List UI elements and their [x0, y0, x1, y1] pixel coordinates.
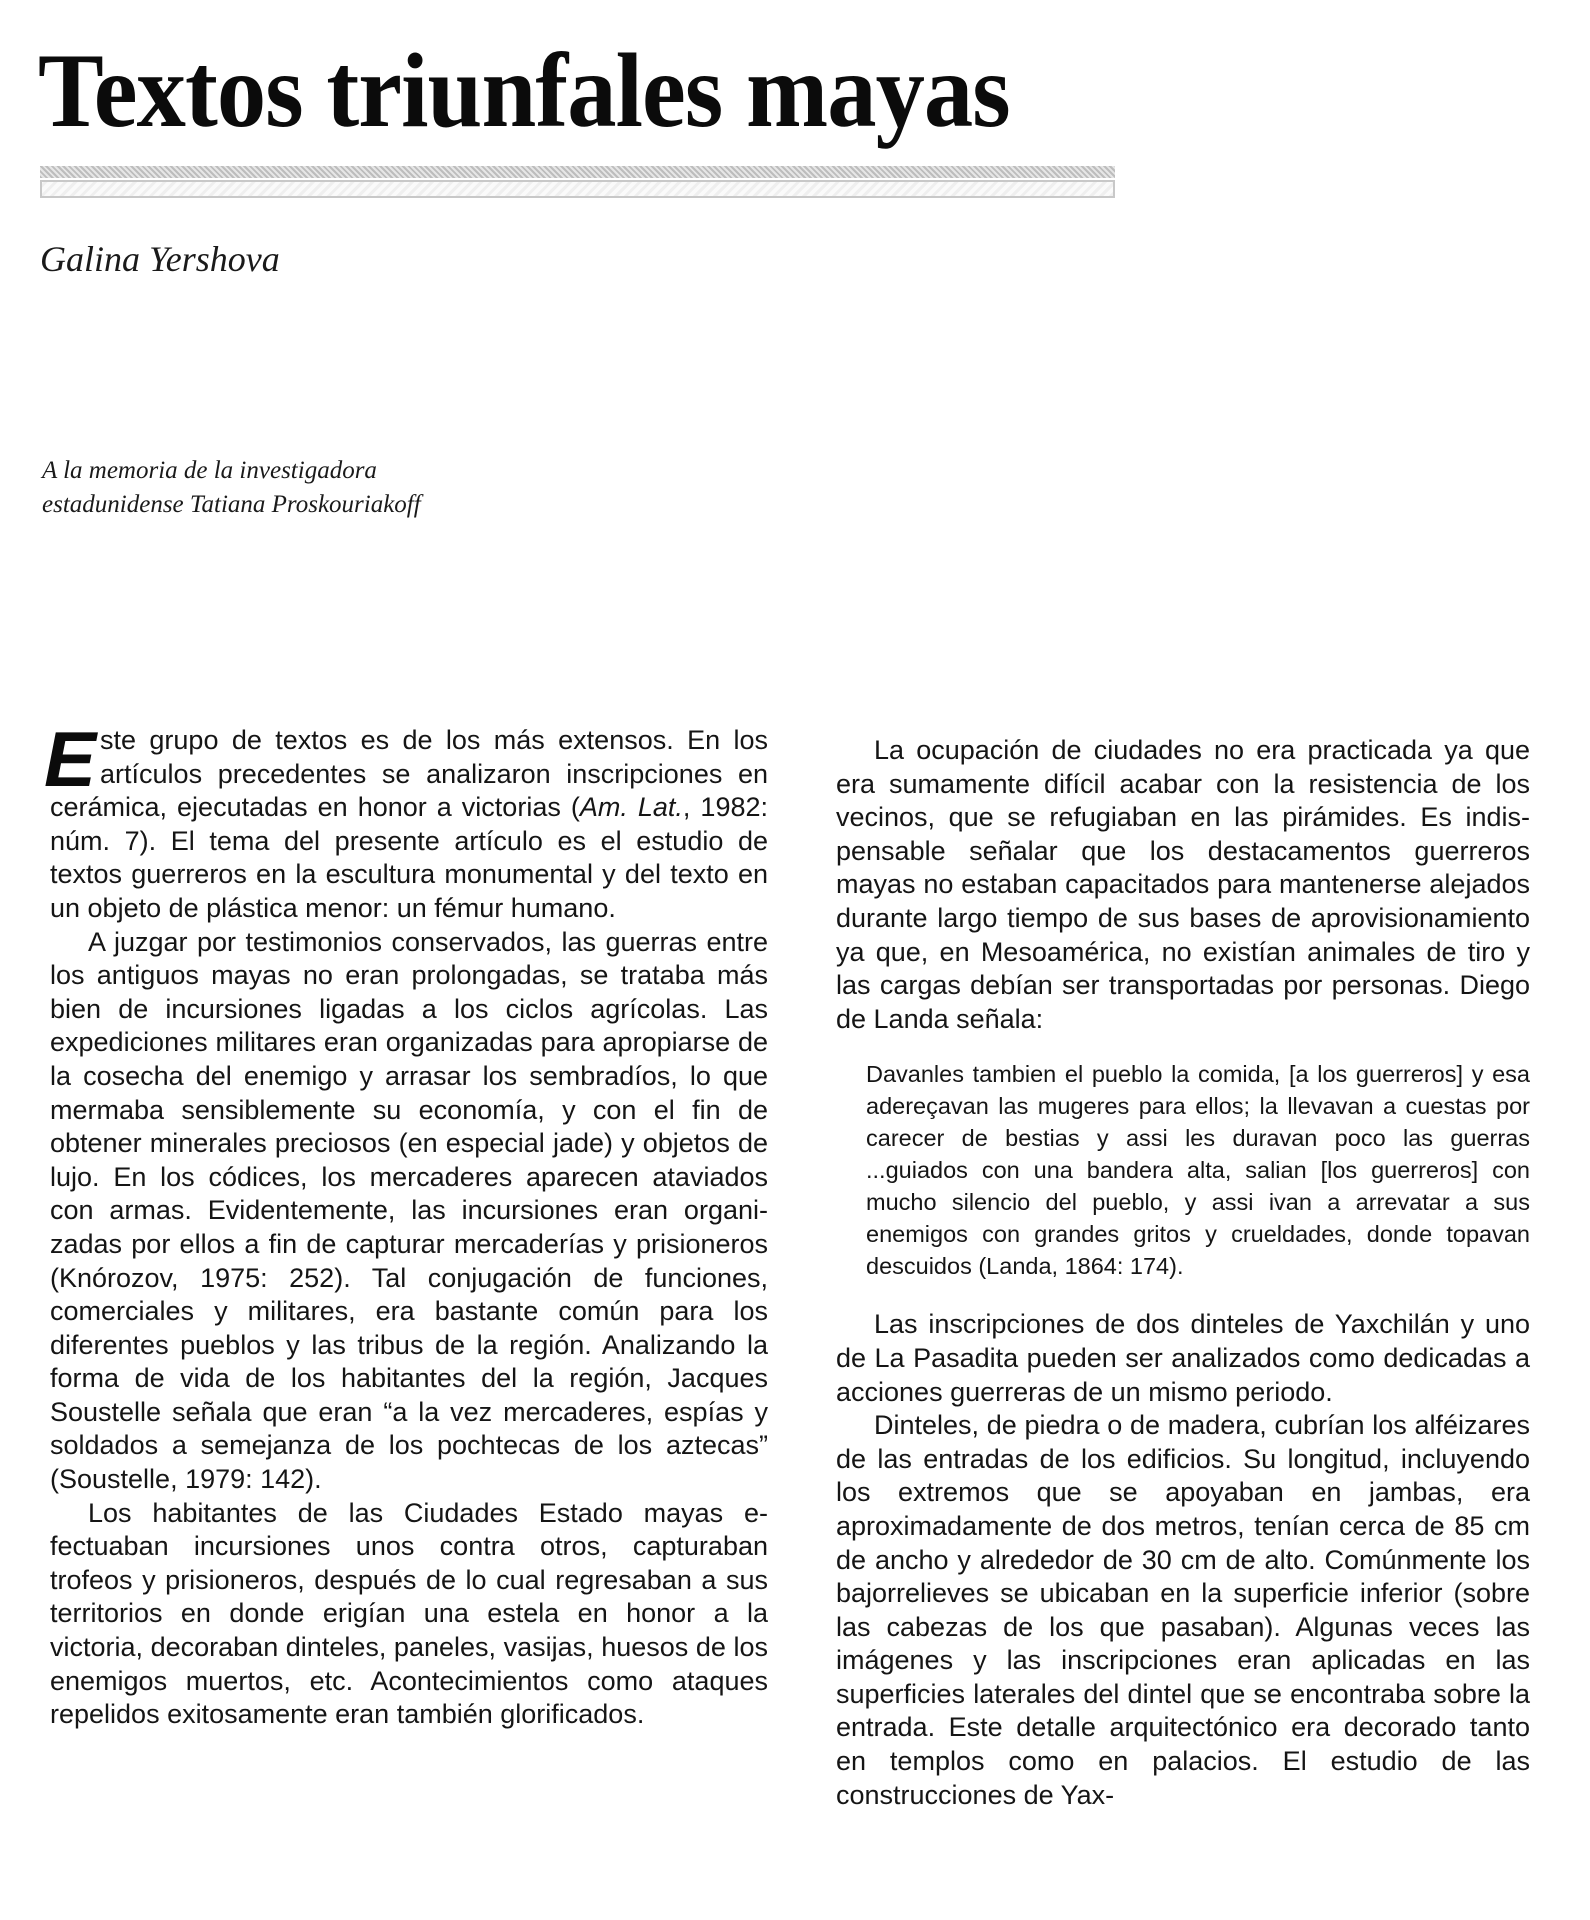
- dedication-line-1: A la memoria de la investigadora: [42, 457, 377, 484]
- paragraph-intro: [44, 715, 768, 926]
- article-title: Textos triunfales mayas: [38, 32, 1010, 149]
- paragraph-habitantes: Los habitantes de las Ciudades Estado mayas efectuaban incursiones unos contra otros, capturaban trofeos y prisioneros, después de lo cual regresaban a sus territorios en donde erigían una estela en honor a la victoria, decoraban dinteles, paneles, vasijas, huesos de los enemigos muertos, etc. Acontecimientos como ataques repelidos exitosamente eran también glorificados.: [50, 1497, 768, 1730]
- paragraph-intro-text-b: , 1982: núm. 7). El tema del presente artículo es el estudio de textos guerreros en la escultura monumental y del texto en un objeto de plástica menor: un fémur humano.: [50, 792, 768, 923]
- paragraph-guerras: A juzgar por testimonios conservados, las guerras entre los antiguos mayas no eran prolongadas, se trataba más bien de incursiones ligadas a los ciclos agrícolas. Las expediciones militares eran organizadas para apropiarse de la cosecha del enemigo y arrasar los sembradíos, lo que mermaba sensiblemente su economía, y con el fin de obtener minerales preciosos (en especial jade) y objetos de lujo. En los códices, los mercaderes aparecen ataviados con armas. Evidentemente, las incursiones eran organizadas por ellos a fin de capturar mercaderías y prisioneros (Knórozov, 1975: 252). Tal conjugación de funciones, comerciales y militares, era bastante común para los diferentes pueblos y las tribus de la región. Analizando la forma de vida de los habitantes del la región, Jacques Soustelle señala que eran “a la vez mercaderes, espías y soldados a semejanza de los pochtecas de los aztecas” (Soustelle, 1979: 142).: [50, 926, 768, 1495]
- paragraph-dinteles: Dinteles, de piedra o de madera, cubrían los alféizares de las entradas de los edificios. Su longitud, incluyendo los extremos que se apoyaban en jambas, era aproximadamente de dos metros, tenían cerca de 85 cm de ancho y alrededor de 30 cm de alto. Comúnmente los bajorrelieves se ubicaban en la superficie inferior (sobre las cabezas de los que pasaban). Algunas veces las imágenes y las inscripciones eran aplicadas en las superficies laterales del dintel que se encontraba sobre la entrada. Este detalle arquitectónico era decorado tanto en templos como en palacios. El estudio de las construcciones de Yax-: [836, 1410, 1530, 1810]
- title-divider-rule: [40, 166, 1115, 200]
- article-author: Galina Yershova: [40, 239, 280, 279]
- left-column: [44, 715, 768, 1732]
- drop-cap: E: [44, 715, 97, 803]
- block-quote-landa: Davanles tambien el pueblo la comida, [a los guerreros] y esa adereçavan las mugeres para ellos; la llevavan a cuestas por carecer de bestias y assi les duravan poco las guerras ...guiados con una bandera alta, salian [los guerreros] con mucho silencio del pueblo, y assi ivan a arrevatar a sus enemigos con grandes gritos y crueldades, donde topavan descuidos (Landa, 1864: 174).: [866, 1061, 1530, 1280]
- paragraph-ocupacion: La ocupación de ciudades no era practicada ya que era sumamente difícil acabar con la resistencia de los vecinos, que se refugiaban en las pirámides. Es indispensable señalar que los destacamentos guerreros mayas no estaban capacitados para mantenerse alejados durante largo tiempo de sus bases de aprovisionamiento ya que, en Mesoamérica, no existían animales de tiro y las cargas debían ser transportadas por personas. Diego de Landa señala:: [836, 735, 1530, 1034]
- right-column: [836, 734, 1530, 1812]
- citation-am-lat: Am. Lat.: [579, 792, 683, 823]
- dedication: [42, 454, 421, 522]
- paragraph-inscripciones: Las inscripciones de dos dinteles de Yaxchilán y uno de La Pasadita pueden ser analizados como dedicadas a acciones guerreras de un mismo periodo.: [836, 1309, 1530, 1407]
- dedication-line-2: estadunidense Tatiana Proskouriakoff: [42, 491, 421, 518]
- paragraph-intro-text-a: ste grupo de textos es de los más extensos. En los artículos precedentes se analizaron inscripciones en cerámica, ejecutadas en honor a victorias (: [50, 725, 768, 823]
- divider-band-bottom: [40, 180, 1115, 198]
- divider-band-top: [40, 166, 1115, 178]
